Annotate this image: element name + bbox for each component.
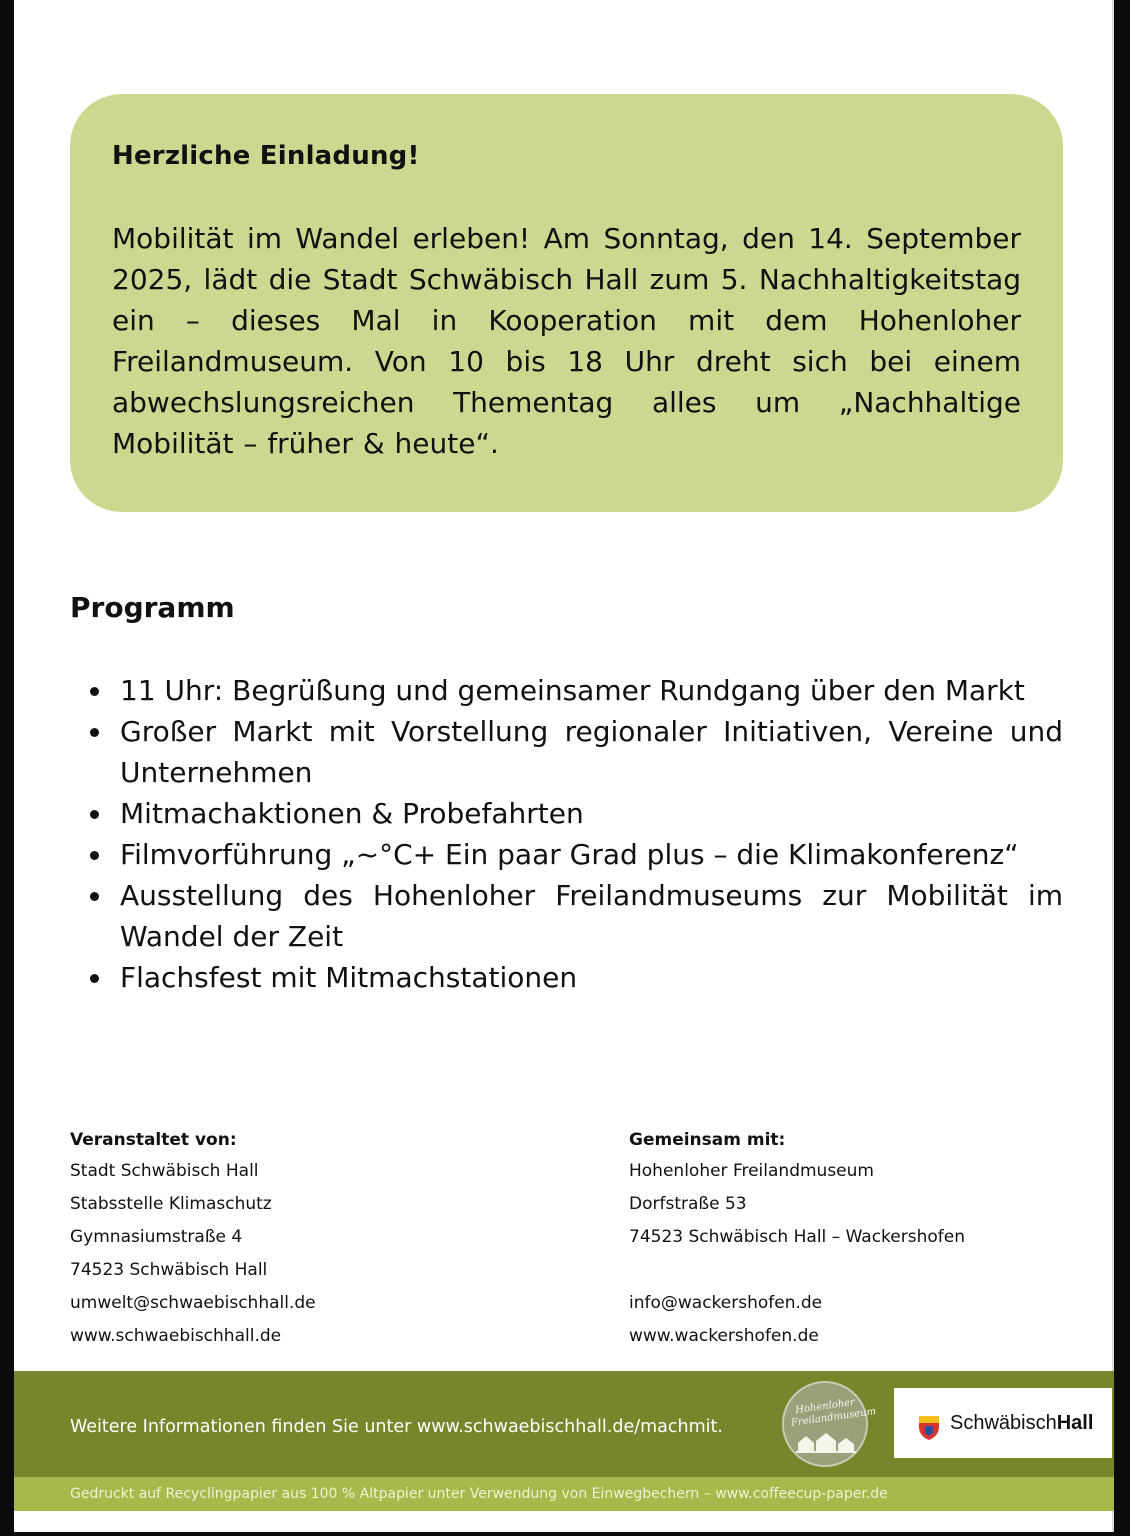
partner-heading: Gemeinsam mit: — [629, 1130, 786, 1150]
bullet-icon — [90, 851, 99, 860]
program-item-text: Flachsfest mit Mitmachstationen — [120, 961, 578, 994]
partner-spacer — [629, 1254, 1109, 1287]
program-item-text: Ausstellung des Hohenloher Freilandmuseums zur Mobilität im Wandel der Zeit — [120, 879, 1063, 953]
organizer-website-link[interactable]: www.schwaebischhall.de — [70, 1326, 282, 1346]
farmhouse-icon — [796, 1431, 856, 1453]
organizer-name: Stadt Schwäbisch Hall — [70, 1161, 259, 1181]
invitation-box — [70, 94, 1063, 512]
page-edge-left — [0, 0, 14, 1536]
partner-street: Dorfstraße 53 — [629, 1194, 747, 1214]
program-item-text: Mitmachaktionen & Probefahrten — [120, 797, 584, 830]
program-item — [70, 793, 1063, 834]
museum-logo — [782, 1381, 877, 1467]
program-item — [70, 711, 1063, 793]
bullet-icon — [90, 892, 99, 901]
print-note: Gedruckt auf Recyclingpapier aus 100 % Altpapier unter Verwendung von Einwegbechern – www.coffeecup-paper.de — [70, 1486, 888, 1502]
invitation-heading: Herzliche Einladung! — [112, 141, 420, 171]
program-item-text: Filmvorführung „~°C+ Ein paar Grad plus – die Klimakonferenz“ — [120, 838, 1019, 871]
invitation-text: Mobilität im Wandel erleben! Am Sonntag, den 14. September 2025, lädt die Stadt Schwäbisch Hall zum 5. Nachhaltigkeitstag ein – dieses Mal in Kooperation mit dem Hohenloher Freilandmuseum. Von 10 bis 18 Uhr dreht sich bei einem abwechslungsreichen Thementag alles um „Nachhaltige Mobilität – früher & heute“. — [112, 222, 1021, 460]
organizer-department: Stabsstelle Klimaschutz — [70, 1194, 272, 1214]
page-edge-bottom — [0, 1532, 1130, 1536]
program-item — [70, 834, 1063, 875]
city-logo-bold: Hall — [1056, 1412, 1094, 1434]
bullet-icon — [90, 687, 99, 696]
page-edge-right — [1114, 0, 1130, 1536]
footer-band — [14, 1371, 1114, 1477]
partner-website-link[interactable]: www.wackershofen.de — [629, 1326, 819, 1346]
partner-city: 74523 Schwäbisch Hall – Wackershofen — [629, 1227, 965, 1247]
program-item-text: Großer Markt mit Vorstellung regionaler Initiativen, Vereine und Unternehmen — [120, 715, 1063, 789]
program-item — [70, 670, 1063, 711]
bullet-icon — [90, 728, 99, 737]
organizer-email-link[interactable]: umwelt@schwaebischhall.de — [70, 1293, 316, 1313]
program-item — [70, 957, 1063, 998]
program-item-text: 11 Uhr: Begrüßung und gemeinsamer Rundgang über den Markt — [120, 674, 1025, 707]
program-list — [70, 670, 1063, 998]
partner-contact — [629, 1125, 1109, 1353]
footer-info-text: Weitere Informationen finden Sie unter www.schwaebischhall.de/machmit. — [70, 1417, 723, 1437]
bullet-icon — [90, 974, 99, 983]
partner-email-link[interactable]: info@wackershofen.de — [629, 1293, 823, 1313]
organizer-city: 74523 Schwäbisch Hall — [70, 1260, 268, 1280]
organizer-street: Gymnasiumstraße 4 — [70, 1227, 243, 1247]
partner-name: Hohenloher Freilandmuseum — [629, 1161, 874, 1181]
museum-logo-text: Hohenloher Freilandmuseum — [790, 1396, 877, 1429]
organizer-contact — [70, 1125, 550, 1353]
program-item — [70, 875, 1063, 957]
coat-of-arms-icon — [918, 1415, 940, 1441]
city-logo — [894, 1388, 1112, 1458]
city-logo-wordmark — [950, 1409, 1093, 1437]
bullet-icon — [90, 810, 99, 819]
city-logo-regular: Schwäbisch — [950, 1412, 1057, 1434]
print-note-band — [14, 1477, 1114, 1511]
program-title: Programm — [70, 591, 235, 624]
organizer-heading: Veranstaltet von: — [70, 1130, 237, 1150]
